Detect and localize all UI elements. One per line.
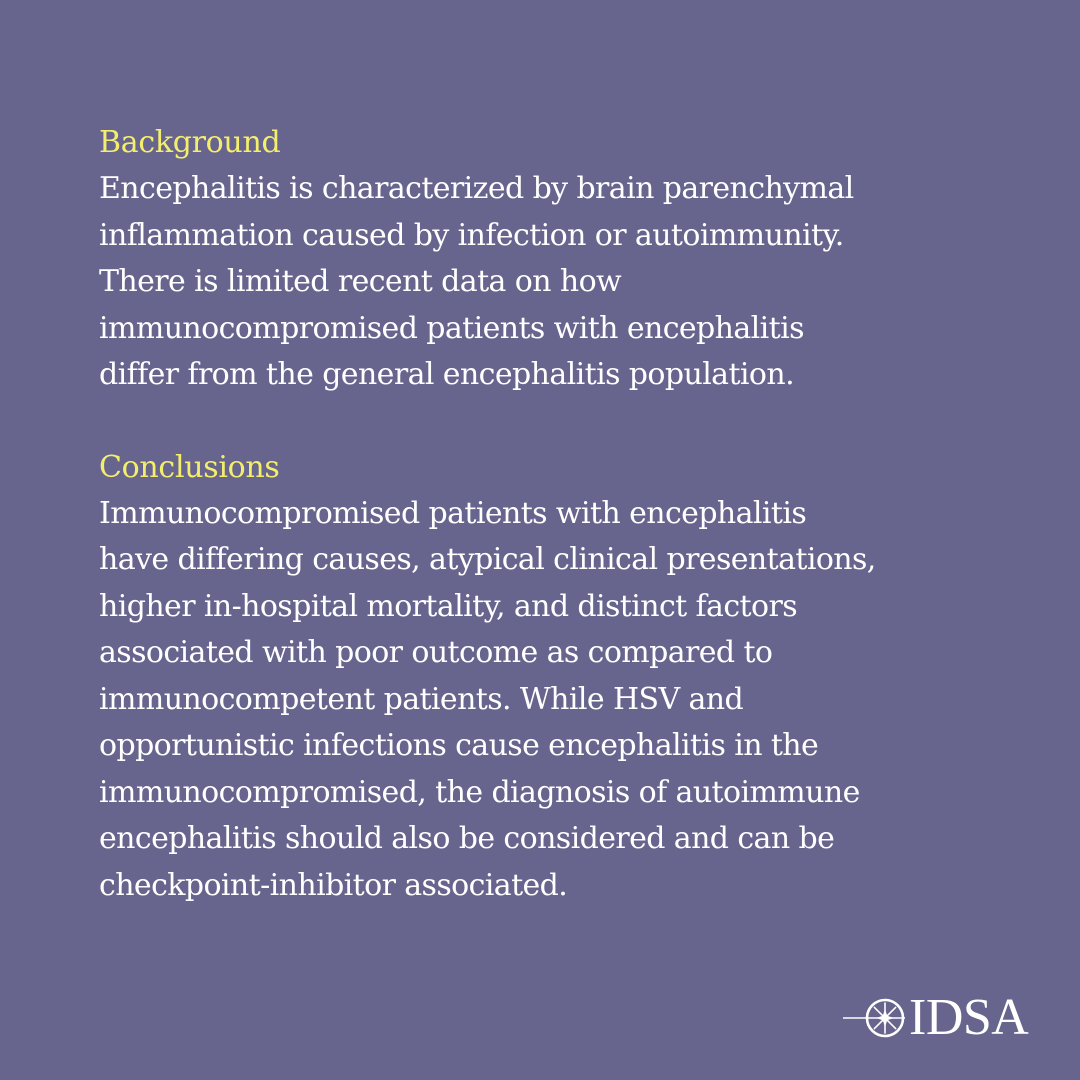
conclusions-line: associated with poor outcome as compared to [99,635,773,670]
background-line: Encephalitis is characterized by brain parenchymal [99,171,854,206]
conclusions-line: immunocompetent patients. While HSV and [99,681,744,717]
conclusions-line: checkpoint-inhibitor associated. [99,867,568,903]
conclusions-line: opportunistic infections cause encephalitis in the [99,728,819,763]
conclusions-heading: Conclusions [99,449,280,485]
idsa-logo [843,990,1028,1046]
background-line: immunocompromised patients with encephalitis [99,310,804,346]
conclusions-line: have differing causes, atypical clinical presentations, [99,542,876,577]
abstract-content [99,120,1009,909]
star-burst-icon [843,990,907,1046]
conclusions-section [99,445,1009,910]
background-line: There is limited recent data on how [99,264,622,299]
background-line: inflammation caused by infection or autoimmunity. [99,217,844,253]
logo-wordmark: IDSA [909,989,1029,1046]
conclusions-line: encephalitis should also be considered and can be [99,821,835,856]
background-section [99,120,1009,399]
conclusions-line: Immunocompromised patients with encephalitis [99,495,807,531]
conclusions-line: higher in-hospital mortality, and distinct factors [99,588,797,624]
conclusions-line: immunocompromised, the diagnosis of autoimmune [99,774,860,810]
background-heading: Background [99,125,281,160]
background-line: differ from the general encephalitis population. [99,357,795,392]
